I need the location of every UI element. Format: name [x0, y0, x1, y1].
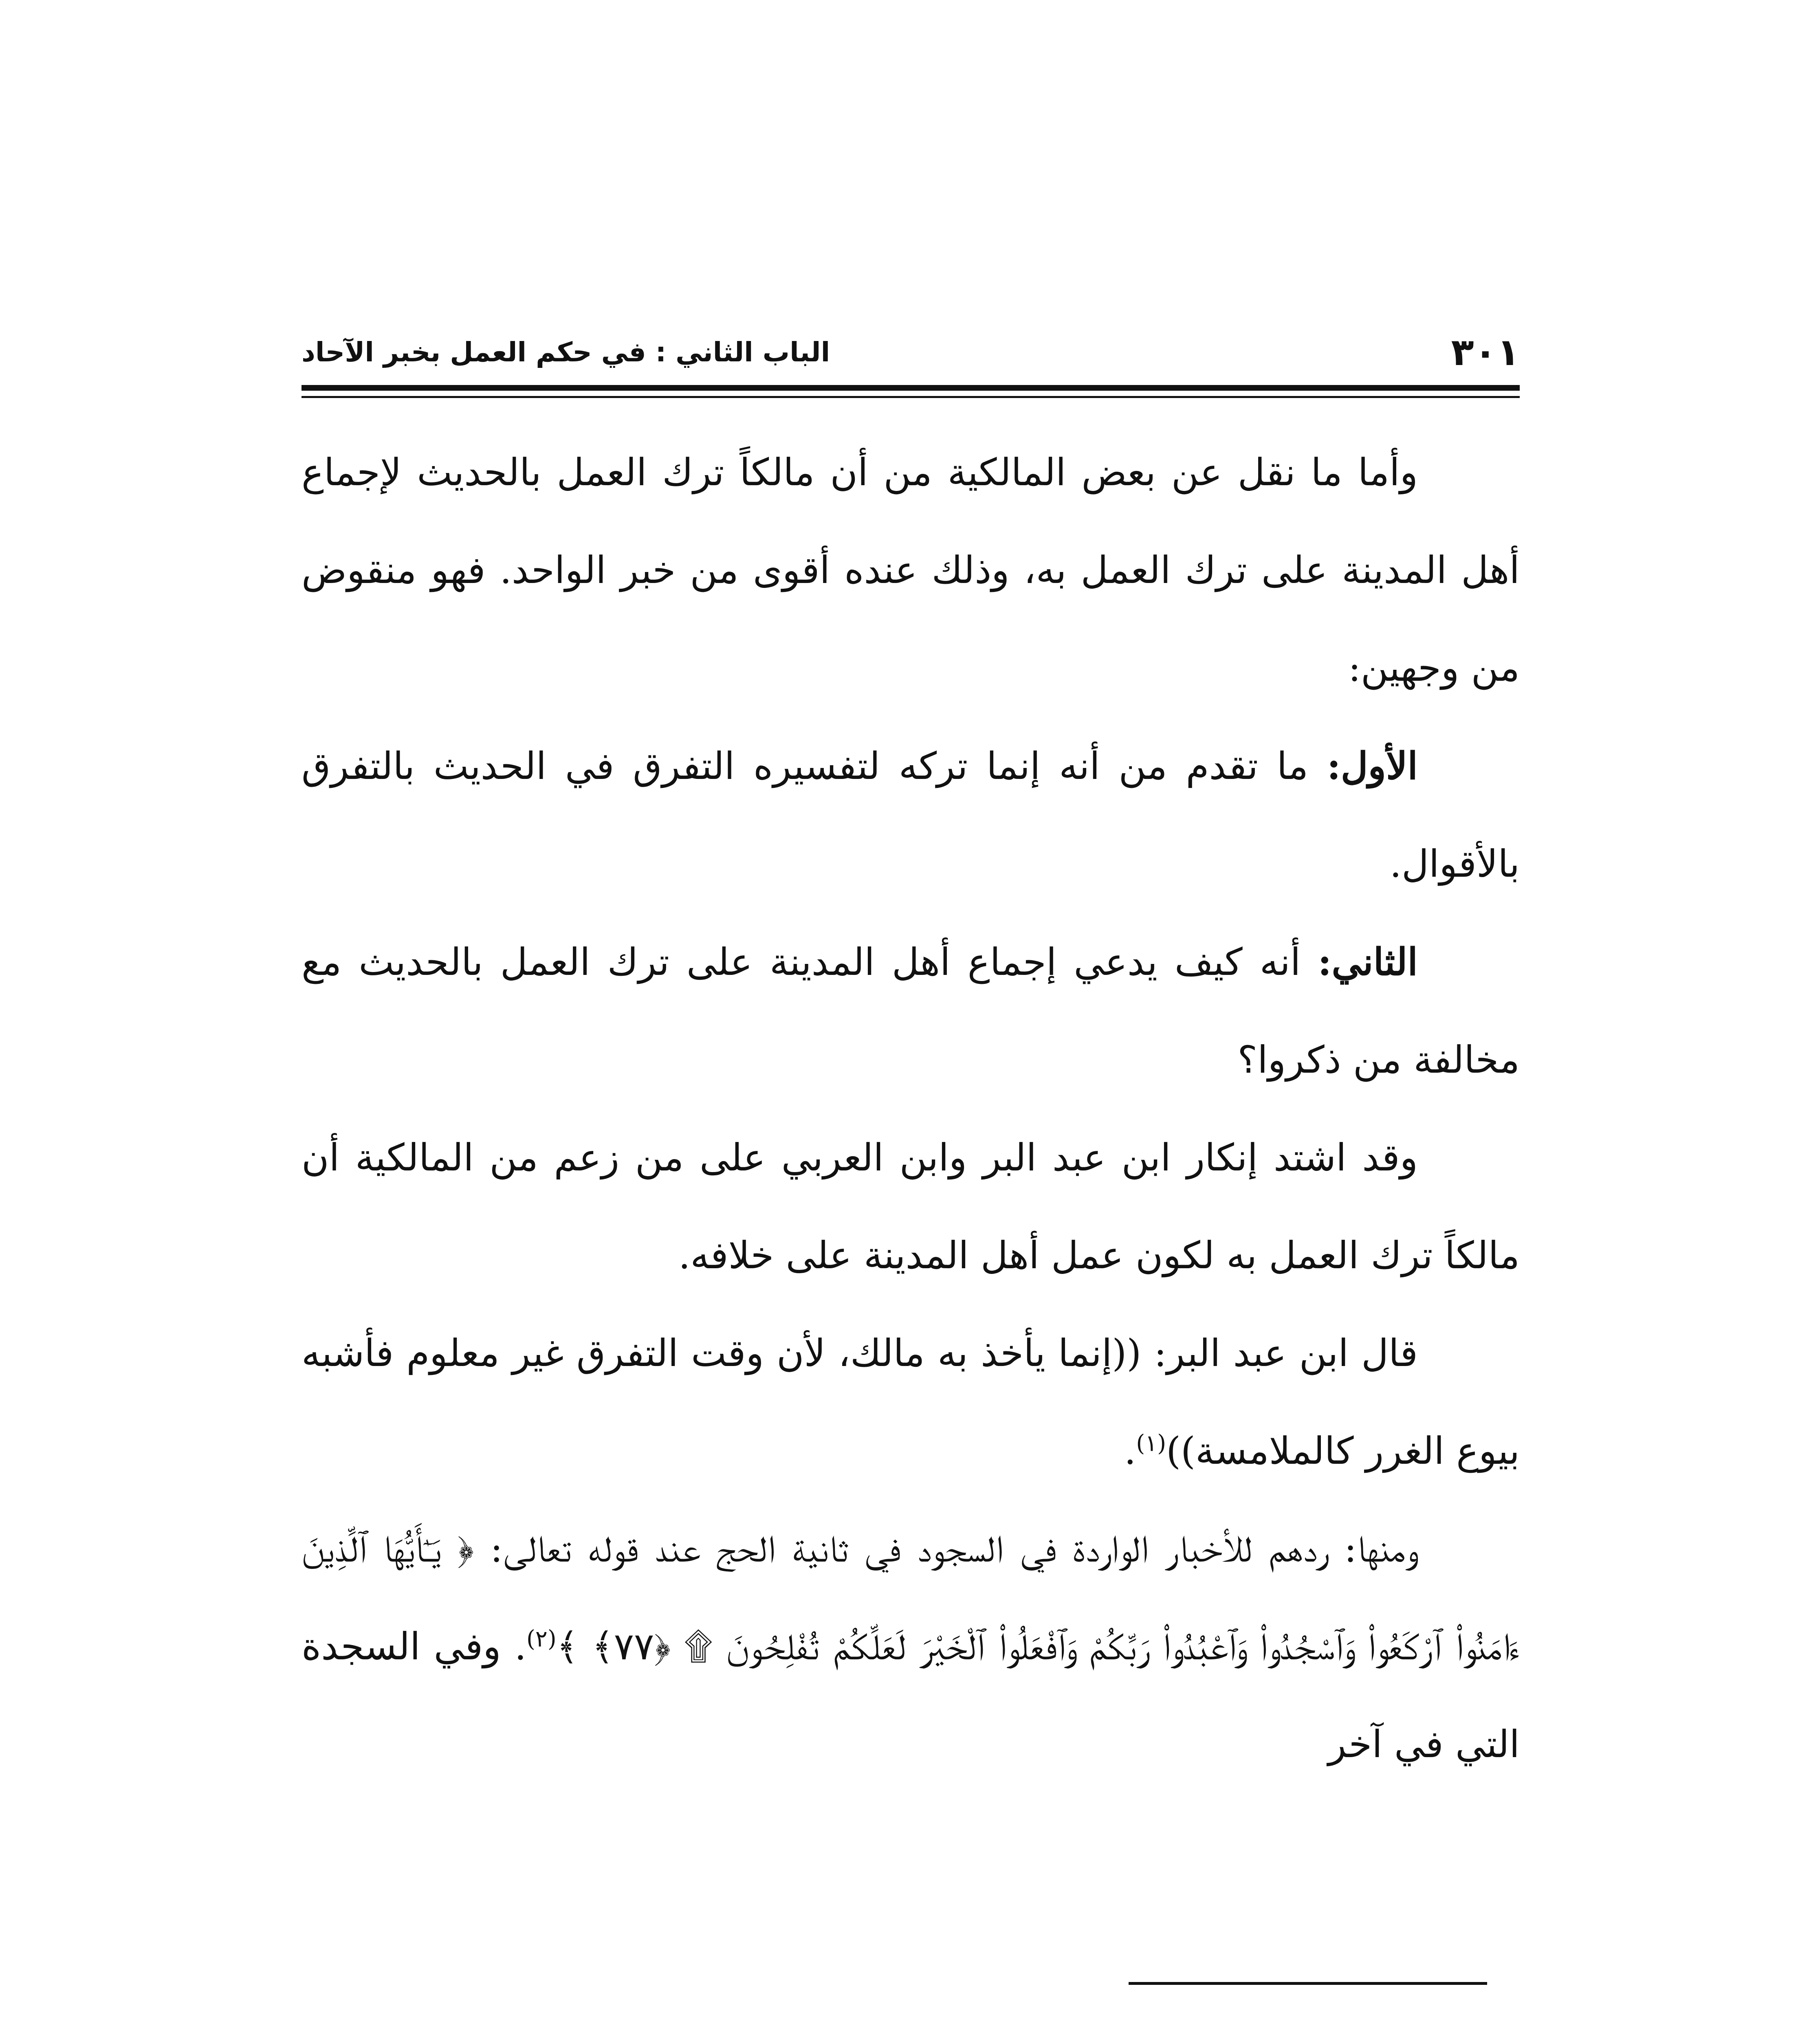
page-header [301, 330, 1520, 375]
footnote-ref-2: (٢) [526, 1626, 557, 1652]
main-text [301, 424, 1520, 1793]
point-second-label: الثاني: [1318, 940, 1418, 984]
paragraph-3 [301, 913, 1520, 1109]
paragraph-5-text: قال ابن عبد البر: ((إنما يأخذ به مالك، لأن وقت التفرق غير معلوم فأشبه بيوع الغرر كالملامسة)) [301, 1331, 1520, 1473]
paragraph-4: وقد اشتد إنكار ابن عبد البر وابن العربي على من زعم من المالكية أن مالكاً ترك العمل به لكون عمل أهل المدينة على خلافه. [301, 1136, 1520, 1277]
header-rule-thick [301, 385, 1520, 391]
paragraph-6-end: . وفي السجدة التي في آخر [301, 1625, 1520, 1766]
header-rule-thin [301, 396, 1520, 398]
footnote-ref-1: (١) [1136, 1430, 1166, 1457]
point-first-label: الأول: [1327, 744, 1418, 788]
paragraph-2-text: ما تقدم من أنه إنما تركه لتفسيره التفرق في الحديث بالتفرق بالأقوال. [301, 744, 1520, 886]
paragraph-6 [301, 1500, 1520, 1793]
paragraph-2 [301, 717, 1520, 913]
paragraph-1: وأما ما نقل عن بعض المالكية من أن مالكاً ترك العمل بالحديث لإجماع أهل المدينة على ترك العمل به، وذلك عنده أقوى من خبر الواحد. فهو منقوض من وجهين: [301, 451, 1520, 690]
page-number: ٣٠١ [1451, 330, 1520, 374]
running-title: الباب الثاني : في حكم العمل بخبر الآحاد [301, 337, 830, 368]
paragraph-5-end: . [1124, 1429, 1136, 1473]
paragraph-6-text: ومنها: ردهم للأخبار الواردة في السجود في ثانية الحج عند قوله تعالى: ﴿ يَـٰٓأَيُّهَا ٱلَّذِينَ ءَامَنُوا۟ ٱرْكَعُوا۟ وَٱسْجُدُوا۟ وَٱعْبُدُوا۟ رَبَّكُمْ وَٱفْعَلُوا۟ ٱلْخَيْرَ لَعَلَّكُمْ تُفْلِحُونَ ۩ ﴿٧٧﴾ ﴾ [301, 1527, 1520, 1668]
footnote-separator [1129, 1982, 1487, 1985]
paragraph-5 [301, 1304, 1520, 1500]
paragraph-3-text: أنه كيف يدعي إجماع أهل المدينة على ترك العمل بالحديث مع مخالفة من ذكروا؟ [301, 940, 1520, 1082]
